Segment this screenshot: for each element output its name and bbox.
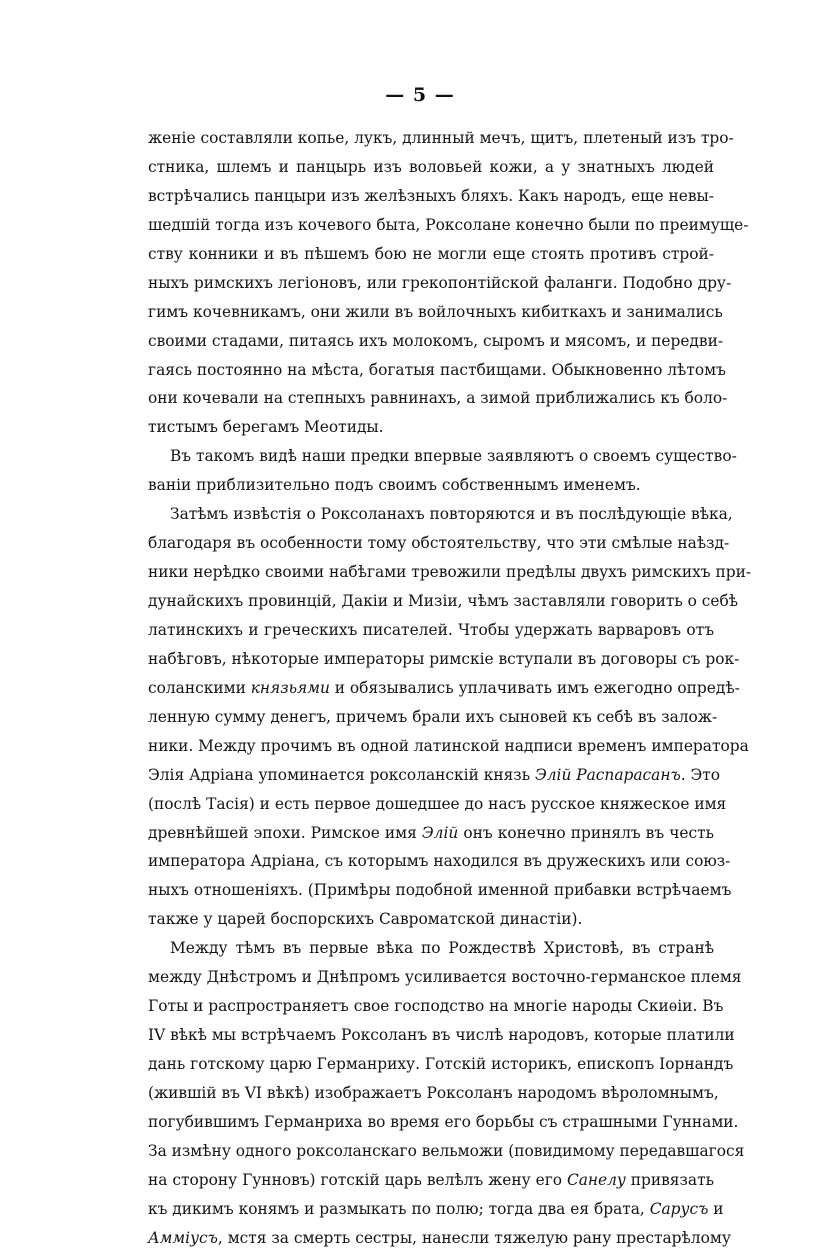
text-line bbox=[148, 298, 723, 327]
text-segment: . Это bbox=[680, 765, 721, 784]
text-line bbox=[148, 1166, 714, 1195]
text-segment: За измѣну одного роксоланскаго вельможи (повидимому передавшагося bbox=[148, 1141, 745, 1160]
text-segment: ваніи приблизительно подъ своимъ собственнымъ именемъ. bbox=[148, 476, 641, 495]
text-line bbox=[148, 356, 726, 385]
text-segment: женіе составляли копье, лукъ, длинный мечъ, щитъ, плетеный изъ тро- bbox=[148, 129, 734, 147]
text-segment: ныхъ римскихъ легіоновъ, или грекопонтійской фаланги. Подобно дру- bbox=[148, 273, 732, 292]
text-segment: IV вѣкѣ мы встрѣчаемъ Роксоланъ въ числѣ народовъ, которые платили bbox=[148, 1026, 735, 1045]
text-line bbox=[148, 934, 714, 963]
text-segment: ныхъ отношеніяхъ. (Примѣры подобной именной прибавки встрѣчаемъ bbox=[148, 881, 732, 900]
text-segment: гимъ кочевникамъ, они жили въ войлочныхъ кибиткахъ и занимались bbox=[148, 302, 723, 321]
italic-name: Аммiусъ bbox=[148, 1228, 218, 1247]
text-line bbox=[148, 500, 733, 529]
text-segment: Готы и распространяетъ свое господство на многіе народы Скиѳіи. Въ bbox=[148, 997, 724, 1016]
text-line bbox=[148, 732, 749, 761]
text-line bbox=[148, 847, 731, 876]
text-segment: Затѣмъ извѣстія о Роксоланахъ повторяются и въ послѣдующіе вѣка, bbox=[170, 505, 733, 524]
text-line bbox=[148, 327, 724, 356]
text-segment: ству конники и въ пѣшемъ бою не могли еще стоять противъ строй- bbox=[148, 244, 714, 263]
text-line bbox=[148, 124, 734, 153]
text-line bbox=[148, 269, 732, 298]
text-line bbox=[148, 963, 742, 992]
text-segment: дань готскому царю Германриху. Готскій историкъ, епископъ Іорнандъ bbox=[148, 1055, 734, 1073]
text-segment: ленную сумму денегъ, причемъ брали ихъ сыновей къ себѣ въ залож- bbox=[148, 707, 718, 726]
text-segment: стника, шлемъ и панцырь изъ воловьей кожи, а у знатныхъ людей bbox=[148, 157, 714, 176]
text-line bbox=[148, 1108, 739, 1137]
text-segment: набѣговъ, нѣкоторые императоры римскіе вступали въ договоры съ рок- bbox=[148, 649, 740, 668]
text-segment: къ дикимъ конямъ и размыкать по полю; тогда два ея брата, bbox=[148, 1199, 650, 1218]
text-line bbox=[148, 384, 728, 413]
text-segment: своими стадами, питаясь ихъ молокомъ, сыромъ и мясомъ, и передви- bbox=[148, 331, 724, 350]
text-segment: императора Адріана, съ которымъ находился въ дружескихъ или союз- bbox=[148, 852, 731, 871]
text-line bbox=[148, 761, 721, 790]
text-segment: Между тѣмъ въ первые вѣка по Рождествѣ Христовѣ, въ странѣ bbox=[170, 939, 714, 958]
text-line bbox=[148, 1224, 731, 1253]
text-line bbox=[148, 413, 714, 442]
text-line bbox=[148, 153, 714, 182]
text-line bbox=[148, 819, 714, 848]
text-line bbox=[148, 790, 727, 819]
text-line bbox=[148, 703, 718, 732]
text-line bbox=[148, 616, 714, 645]
text-line bbox=[148, 1021, 735, 1050]
text-segment: Въ такомъ видѣ наши предки впервые заявляютъ о своемъ существо- bbox=[170, 447, 737, 466]
text-line bbox=[148, 1137, 745, 1166]
text-line bbox=[148, 1079, 719, 1108]
text-line bbox=[148, 905, 714, 934]
text-segment: на сторону Гунновъ) готскій царь велѣлъ жену его bbox=[148, 1170, 567, 1189]
text-line bbox=[148, 1195, 724, 1224]
text-segment: они кочевали на степныхъ равнинахъ, а зимой приближались къ боло- bbox=[148, 389, 728, 408]
text-line bbox=[148, 182, 714, 211]
text-line bbox=[148, 471, 714, 500]
text-segment: онъ конечно принялъ въ честь bbox=[458, 823, 714, 842]
text-line bbox=[148, 240, 714, 269]
italic-name: Элій Распарасанъ bbox=[534, 765, 681, 784]
text-segment: также у царей боспорскихъ Савроматской династіи). bbox=[148, 910, 583, 929]
text-line bbox=[148, 674, 740, 703]
text-segment: между Днѣстромъ и Днѣпромъ усиливается восточно-германское племя bbox=[148, 968, 742, 987]
text-line bbox=[148, 1050, 734, 1079]
text-segment: встрѣчались панцыри изъ желѣзныхъ бляхъ. Какъ народъ, еще невы- bbox=[148, 186, 714, 205]
text-segment: гаясь постоянно на мѣста, богатыя пастбищами. Обыкновенно лѣтомъ bbox=[148, 360, 726, 379]
text-line bbox=[148, 587, 739, 616]
italic-name: Сарусъ bbox=[649, 1199, 709, 1218]
body-text bbox=[148, 124, 752, 1253]
text-segment: тистымъ берегамъ Меотиды. bbox=[148, 418, 384, 437]
text-segment: и bbox=[708, 1199, 724, 1218]
italic-name: князьями bbox=[250, 678, 330, 697]
text-line bbox=[148, 529, 730, 558]
text-line bbox=[148, 211, 749, 240]
italic-name: Элій bbox=[421, 823, 459, 842]
text-segment: дунайскихъ провинцій, Дакіи и Мизіи, чѣмъ заставляли говорить о себѣ bbox=[148, 592, 739, 610]
text-segment: шедшій тогда изъ кочевого быта, Роксолане конечно были по преимуще- bbox=[148, 215, 749, 234]
text-segment: соланскими bbox=[148, 678, 251, 697]
text-segment: ники. Между прочимъ въ одной латинской надписи временъ императора bbox=[148, 736, 749, 755]
text-segment: погубившимъ Германриха во время его борьбы съ страшными Гуннами. bbox=[148, 1112, 739, 1131]
text-segment: благодаря въ особенности тому обстоятельству, что эти смѣлые наѣзд- bbox=[148, 534, 730, 553]
text-segment: латинскихъ и греческихъ писателей. Чтобы удержать варваровъ отъ bbox=[148, 620, 714, 639]
text-segment: и обязывались уплачивать имъ ежегодно опредѣ- bbox=[329, 678, 740, 697]
text-segment: (жившій въ VI вѣкѣ) изображаетъ Роксоланъ народомъ вѣроломнымъ, bbox=[148, 1083, 719, 1102]
text-line bbox=[148, 442, 737, 471]
text-segment: древнѣйшей эпохи. Римское имя bbox=[148, 823, 422, 842]
text-line bbox=[148, 992, 724, 1021]
text-line bbox=[148, 876, 732, 905]
text-line bbox=[148, 558, 752, 587]
text-segment: ники нерѣдко своими набѣгами тревожили предѣлы двухъ римскихъ при- bbox=[148, 563, 752, 582]
text-segment: , мстя за смерть сестры, нанесли тяжелую рану престарѣлому bbox=[217, 1228, 731, 1247]
page-number: — 5 — bbox=[385, 84, 455, 106]
text-line bbox=[148, 645, 740, 674]
text-segment: привязать bbox=[625, 1170, 714, 1189]
text-segment: (послѣ Тасія) и есть первое дошедшее до насъ русское княжеское имя bbox=[148, 794, 727, 813]
italic-name: Санелу bbox=[566, 1170, 626, 1189]
text-segment: Элія Адріана упоминается роксоланскій князь bbox=[148, 765, 535, 784]
